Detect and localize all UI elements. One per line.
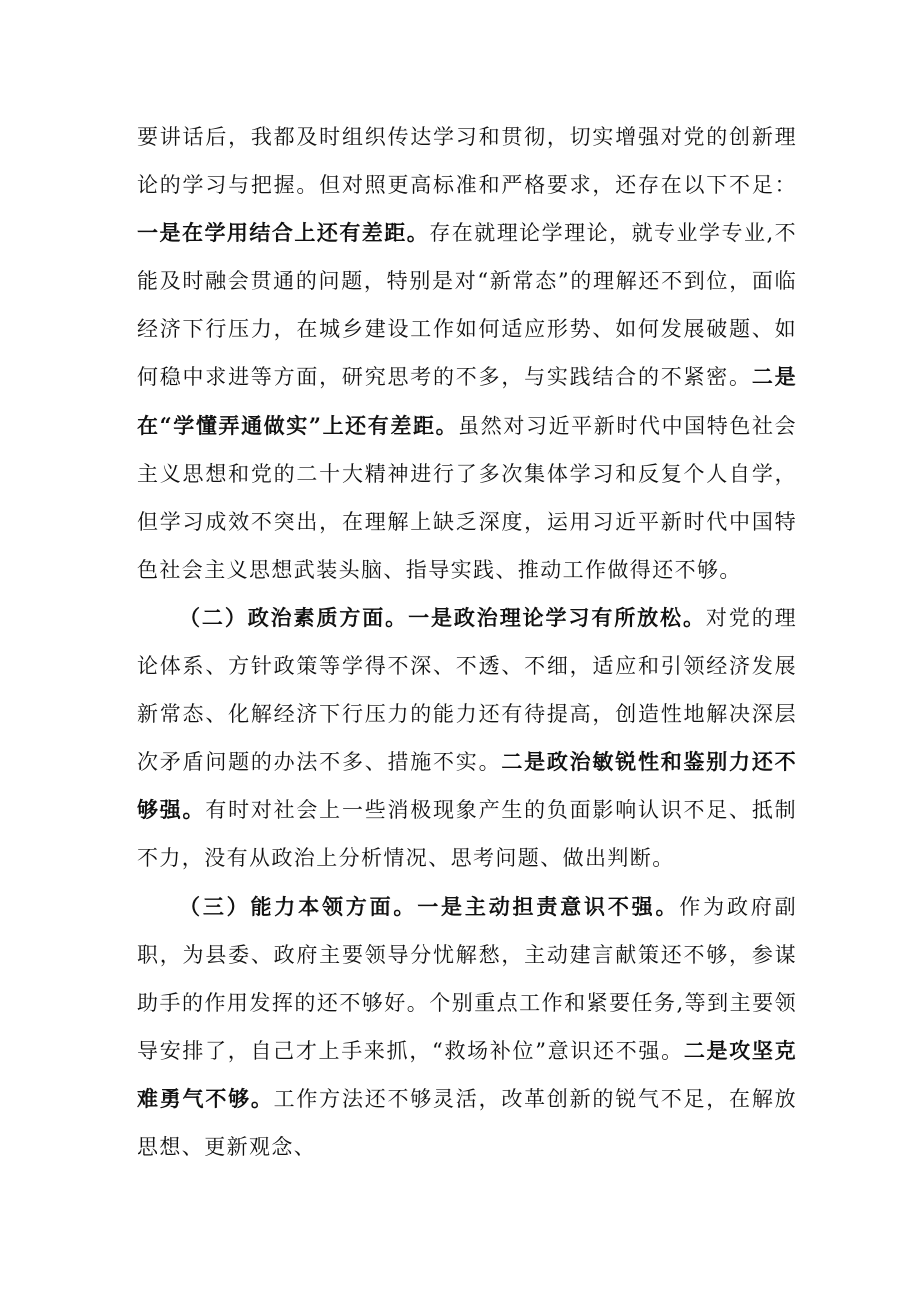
- text-segment: 工作方法还不够灵活，改革创新的锐气不足，在解放思想、更新观念、: [137, 1086, 798, 1159]
- text-segment: 存在就理论学理论，就专业学专业,不能及时融会贯通的问题，特别是对“新常态”的理解还不到位，面临经济下行压力，在城乡建设工作如何适应形势、如何发展破题、如何稳中求进等方面，研究思考的不多，与实践结合的不紧密。: [137, 221, 797, 390]
- paragraph-ability-skills: [137, 883, 797, 1172]
- heading-segment: 二是攻坚克难勇气不够。: [137, 1037, 797, 1111]
- section-heading: （二）政治素质方面。一是政治理论学习有所放松。: [179, 604, 706, 630]
- heading-segment: 一是在学用结合上还有差距。: [137, 220, 430, 246]
- document-page: [137, 113, 797, 1171]
- section-heading: （三）能力本领方面。一是主动担责意识不强。: [179, 893, 680, 919]
- text-segment: 虽然对习近平新时代中国特色社会主义思想和党的二十大精神进行了多次集体学习和反复个人自学，但学习成效不突出，在理解上缺乏深度，运用习近平新时代中国特色社会主义思想武装头脑、指导实践、推动工作做得还不够。: [137, 413, 797, 582]
- text-segment: 有时对社会上一些消极现象产生的负面影响认识不足、抵制不力，没有从政治上分析情况、思考问题、做出判断。: [137, 798, 798, 871]
- text-segment: 作为政府副职，为县委、政府主要领导分忧解愁，主动建言献策还不够，参谋助手的作用发挥的还不够好。个别重点工作和紧要任务,等到主要领导安排了，自己才上手来抓，“救场补位”意识还不强。: [137, 894, 797, 1063]
- paragraph-study-shortcomings: [137, 113, 797, 594]
- paragraph-political-quality: [137, 594, 797, 883]
- text-segment: 要讲话后，我都及时组织传达学习和贯彻，切实增强对党的创新理论的学习与把握。但对照更高标准和严格要求，还存在以下不足：: [137, 125, 797, 198]
- heading-segment: 二是在“学懂弄通做实”上还有差距。: [137, 364, 797, 438]
- heading-segment: 二是政治敏锐性和鉴别力还不够强。: [137, 749, 797, 823]
- text-segment: 对党的理论体系、方针政策等学得不深、不透、不细，适应和引领经济发展新常态、化解经济下行压力的能力还有待提高，创造性地解决深层次矛盾问题的办法不多、措施不实。: [137, 605, 797, 775]
